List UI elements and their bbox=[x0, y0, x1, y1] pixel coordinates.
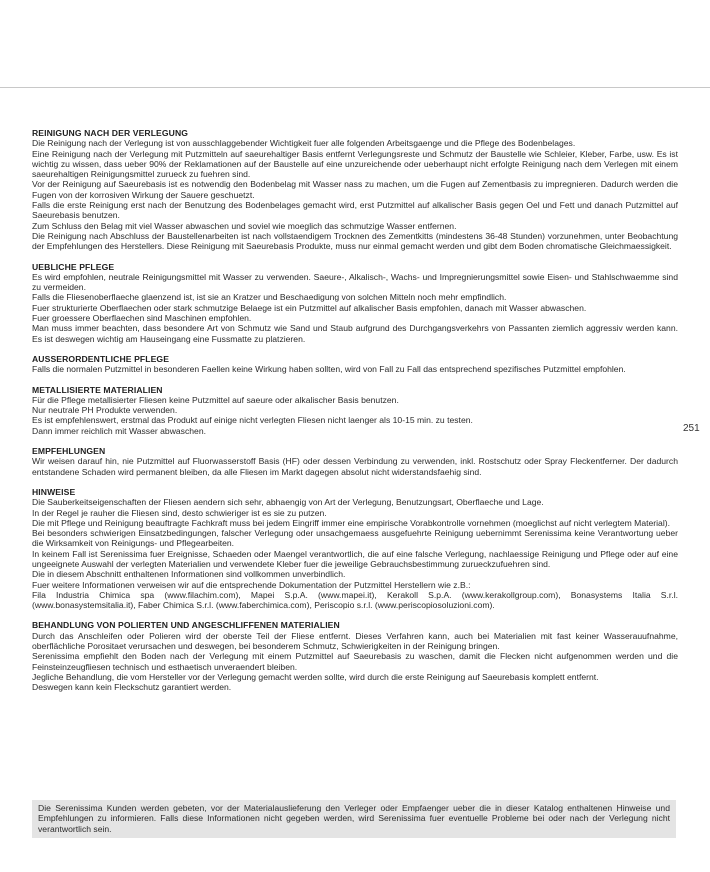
section bbox=[32, 620, 678, 692]
section-paragraph: Serenissima empfiehlt den Boden nach der Verlegung mit einem Putzmittel auf Saeurebasis zu waschen, damit die Flecken nicht aufgenommen werden und die Feinsteinzeugfliesen technisch und esthaetisch unveraendert bleiben. bbox=[32, 651, 678, 672]
section bbox=[32, 354, 678, 375]
page-number: 251 bbox=[683, 423, 700, 434]
section bbox=[32, 487, 678, 611]
section-paragraph: Bei besonders schwierigen Einsatzbedingungen, falscher Verlegung oder unsachgemaess ausgefuehrte Reinigung uebernimmt Serenissima keine Verantwortung ueber die Wirksamkeit von Reinigungs- und Pflegearbeiten. bbox=[32, 528, 678, 549]
section-paragraph: Durch das Anschleifen oder Polieren wird der oberste Teil der Fliese entfernt. Dieses Verfahren kann, auch bei Materialien mit fast keiner Wasserauufnahme, oberflächliche Porositaet verursachen und deswegen, bei besonderem Schmutz, Schwierigkeiten in der Reinigung bringen. bbox=[32, 630, 678, 652]
section-paragraph: In der Regel je rauher die Fliesen sind, desto schwieriger ist es sie zu putzen. bbox=[32, 507, 327, 518]
document-body bbox=[32, 128, 678, 703]
section-paragraph: In keinem Fall ist Serenissima fuer Ereignisse, Schaeden oder Maengel verantwortlich, die auf eine falsche Verlegung, nachlaessige Reinigung und Pflege oder auf eine ungeeignete Auswahl der verlegten Materialien und verwendete Kleber fuer die jeweilige Gebrauchsbestimmung zurueckzufuehren sind. bbox=[32, 548, 678, 569]
section-paragraph: Die Sauberkeitseigenschaften der Fliesen aendern sich sehr, abhaengig von Art der Verlegung, Benutzungsart, Oberflaeche und Lage. bbox=[32, 497, 544, 508]
footer-note: Die Serenissima Kunden werden gebeten, vor der Materialauslieferung den Verleger oder Empfaenger ueber die in dieser Katalog enthaltenen Hinweise und Empfehlungen zu informieren. Falls diese Informationen nicht gegeben werden, wird Serenissima fuer eventuelle Probleme bei oder nach der Verlegung nicht verantwortlich sein. bbox=[32, 800, 676, 838]
section-heading: BEHANDLUNG VON POLIERTEN UND ANGESCHLIFFENEN MATERIALIEN bbox=[32, 620, 340, 631]
section-paragraph: Wir weisen darauf hin, nie Putzmittel auf Fluorwasserstoff Basis (HF) oder dessen Verbindung zu verwenden, inkl. Rostschutz oder Spray Fleckentferner. Der dadurch entstandene Schaden wird permanent bleiben, da alle Fliesen im Markt dagegen absolut nicht widerstandsfaehig sind. bbox=[32, 456, 678, 477]
section-paragraph: Es ist empfehlenswert, erstmal das Produkt auf einige nicht verlegten Fliesen nicht laenger als 10-15 min. zu testen. bbox=[32, 415, 473, 426]
section-heading: HINWEISE bbox=[32, 486, 76, 497]
section-heading: REINIGUNG NACH DER VERLEGUNG bbox=[32, 128, 189, 138]
top-divider bbox=[0, 87, 710, 88]
section-paragraph: Man muss immer beachten, dass besondere Art von Schmutz wie Sand und Staub aufgrund des Durchgangsverkehrs von Passanten ziemlich aggressiv werden kann. Es ist deswegen wichtig am Hauseingang eine Fussmatte zu platzieren. bbox=[32, 323, 678, 344]
section-paragraph: Es wird empfohlen, neutrale Reinigungsmittel mit Wasser zu verwenden. Saeure-, Alkalisch-, Wachs- und Impregnierungsmittel sowie Eisen- und Stahlschwaemme sind zu vermeiden. bbox=[32, 271, 678, 293]
section-paragraph: Nur neutrale PH Produkte verwenden. bbox=[32, 405, 178, 416]
section-paragraph: Falls die normalen Putzmittel in besonderen Faellen keine Wirkung haben sollten, wird von Fall zu Fall das entsprechend spezifisches Putzmittel empfohlen. bbox=[32, 364, 626, 375]
section-heading: EMPFEHLUNGEN bbox=[32, 446, 106, 457]
section-paragraph: Jegliche Behandlung, die vom Hersteller vor der Verlegung gemacht werden sollte, wird durch die erste Reinigung auf Saeurebasis komplett entfernt. bbox=[32, 671, 599, 682]
section-paragraph: Die mit Pflege und Reinigung beauftragte Fachkraft muss bei jedem Eingriff immer eine empirische Vorabkontrolle vornehmen (moeglichst auf nicht verlegtem Material). bbox=[32, 517, 670, 528]
section bbox=[32, 385, 678, 436]
section-paragraph: Fuer strukturierte Oberflaechen oder stark schmutzige Belaege ist ein Putzmittel auf alkalischer Basis empfohlen, danach mit Wasser abwaschen. bbox=[32, 302, 587, 313]
section-paragraph: Fila Industria Chimica spa (www.filachim.com), Mapei S.p.A. (www.mapei.it), Kerakoll S.p.A. (www.kerakollgroup.com), Bonasystems Italia S.r.l. (www.bonasystemsitalia.it), Faber Chimica S.r.l. (www.faberchimica.com), Periscopio s.r.l. (www.periscopiosoluzioni.com). bbox=[32, 589, 678, 611]
section-paragraph: Die in diesem Abschnitt enthaltenen Informationen sind vollkommen unverbindlich. bbox=[32, 569, 346, 580]
section-paragraph: Zum Schluss den Belag mit viel Wasser abwaschen und soviel wie moeglich das schmutzige Wasser entfernen. bbox=[32, 220, 457, 231]
section-heading: METALLISIERTE MATERIALIEN bbox=[32, 384, 163, 395]
section-paragraph: Fuer weitere Informationen verweisen wir auf die entsprechende Dokumentation der Putzmittel Herstellern wie z.B.: bbox=[32, 579, 471, 590]
section-heading: AUSSERORDENTLICHE PFLEGE bbox=[32, 353, 170, 364]
section-paragraph: Dann immer reichlich mit Wasser abwaschen. bbox=[32, 425, 206, 436]
section bbox=[32, 446, 678, 477]
section-paragraph: Falls die erste Reinigung erst nach der Benutzung des Bodenbelages gemacht wird, erst Putzmittel auf alkalischer Basis gegen Oel und Fett und danach Putzmittel auf Saeurebasis benutzen. bbox=[32, 200, 678, 221]
section-paragraph: Vor der Reinigung auf Saeurebasis ist es notwendig den Bodenbelag mit Wasser nass zu machen, um die Fugen auf Zementbasis zu impregnieren. Dadurch werden die Fugen von der korrosiven Wirkung der Sauere geschuetzt. bbox=[32, 179, 678, 200]
section-paragraph: Fuer groessere Oberflaechen sind Maschinen empfohlen. bbox=[32, 313, 252, 324]
section-heading: UEBLICHE PFLEGE bbox=[32, 261, 115, 272]
section-paragraph: Eine Reinigung nach der Verlegung mit Putzmitteln auf saeurehaltiger Basis entfernt Verlegungsreste und Schmutz der Baustelle wie Schleier, Kleber, Farbe, usw. Es ist wichtig zu wissen, dass ueber 90% der Reklamationen auf der Baustelle auf eine unzureichende oder ueberhaupt nicht erfolgte Reinigung nach dem Verlegen mit einem saeurehaltigen Reinigungsmittel zurueck zu fuehren sind. bbox=[32, 148, 678, 180]
section bbox=[32, 128, 678, 252]
section bbox=[32, 262, 678, 344]
section-paragraph: Die Reinigung nach Abschluss der Baustellenarbeiten ist nach vollstaendigem Trocknen des Zementkitts (mindestens 36-48 Stunden) vorzunehmen, unter Beobachtung der Empfehlungen des Herstellers. Diese Reinigung mit Saeurebasis Produkte, muss nur einmal gemacht werden und gibt dem Boden chromatische Gleichmaessigkeit. bbox=[32, 230, 678, 252]
section-paragraph: Falls die Fliesenoberflaeche glaenzend ist, ist sie an Kratzer und Beschaedigung von solchen Mitteln noch mehr empfindlich. bbox=[32, 292, 507, 303]
section-paragraph: Deswegen kann kein Fleckschutz garantiert werden. bbox=[32, 682, 232, 693]
section-paragraph: Die Reinigung nach der Verlegung ist von ausschlaggebender Wichtigkeit fuer alle folgenden Arbeitsgaenge und die Pflege des Bodenbelages. bbox=[32, 138, 576, 149]
section-paragraph: Für die Pflege metallisierter Fliesen keine Putzmittel auf saeure oder alkalischer Basis benutzen. bbox=[32, 394, 399, 405]
